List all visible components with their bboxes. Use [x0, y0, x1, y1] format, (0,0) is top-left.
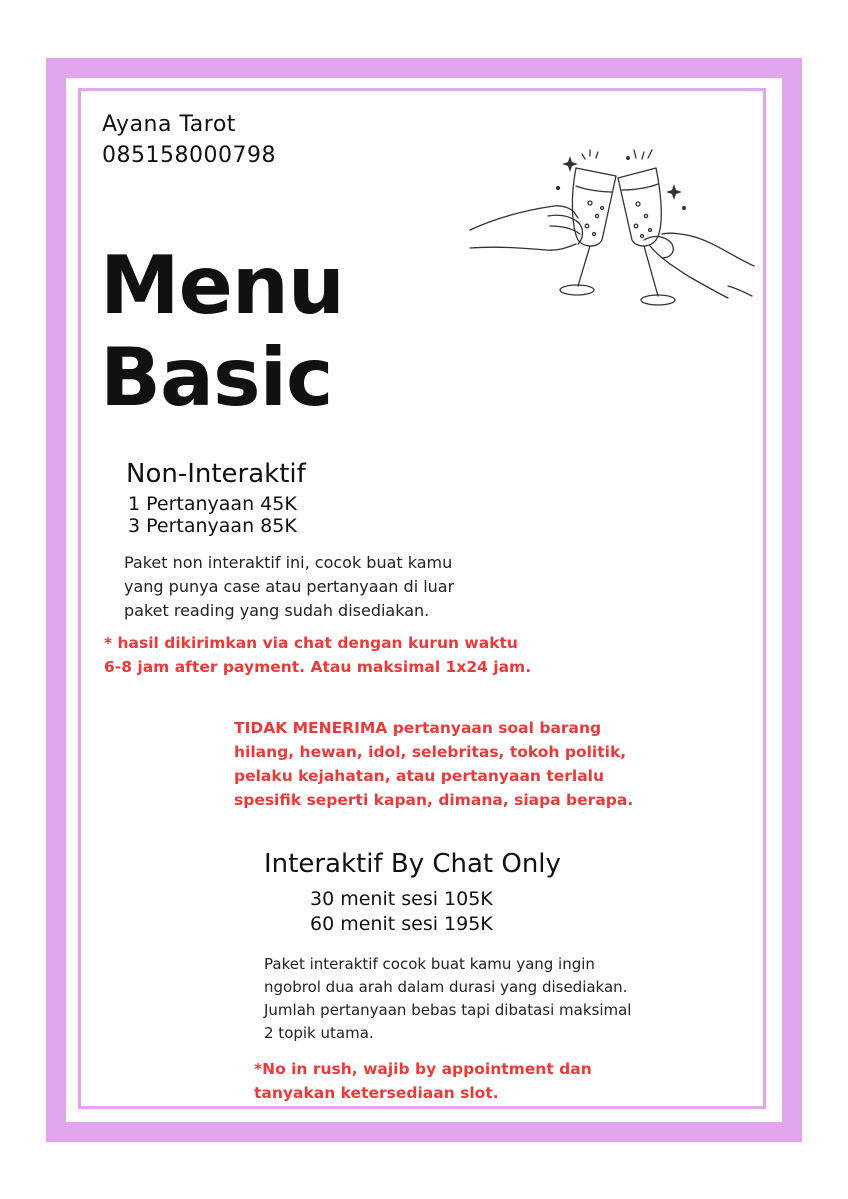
non-interaktif-description: Paket non interaktif ini, cocok buat kamu yang punya case atau pertanyaan di luar paket reading yang sudah disediakan. — [124, 553, 455, 620]
phone-number: 085158000798 — [102, 143, 276, 168]
price-item: 1 Pertanyaan 45K — [128, 493, 297, 515]
non-interaktif-note: * hasil dikirimkan via chat dengan kurun waktu 6-8 jam after payment. Atau maksimal 1x24 jam. — [104, 634, 532, 676]
brand-name: Ayana Tarot — [102, 112, 236, 137]
title-line-2: Basic — [100, 331, 333, 424]
champagne-toast-icon — [466, 148, 758, 316]
non-interaktif-heading: Non-Interaktif — [126, 459, 306, 489]
interaktif-heading: Interaktif By Chat Only — [264, 849, 561, 879]
interaktif-note: *No in rush, wajib by appointment dan tanyakan ketersediaan slot. — [254, 1060, 592, 1102]
price-item: 60 menit sesi 195K — [310, 913, 493, 935]
price-item: 30 menit sesi 105K — [310, 888, 493, 910]
warning-text: TIDAK MENERIMA pertanyaan soal barang hilang, hewan, idol, selebritas, tokoh politik, pelaku kejahatan, atau pertanyaan terlalu spesifik seperti kapan, dimana, siapa berapa. — [234, 719, 634, 809]
page-title — [100, 240, 344, 424]
interaktif-description: Paket interaktif cocok buat kamu yang ingin ngobrol dua arah dalam durasi yang disediakan. Jumlah pertanyaan bebas tapi dibatasi maksimal 2 topik utama. — [264, 955, 632, 1042]
price-item: 3 Pertanyaan 85K — [128, 515, 297, 537]
title-line-1: Menu — [100, 239, 344, 332]
